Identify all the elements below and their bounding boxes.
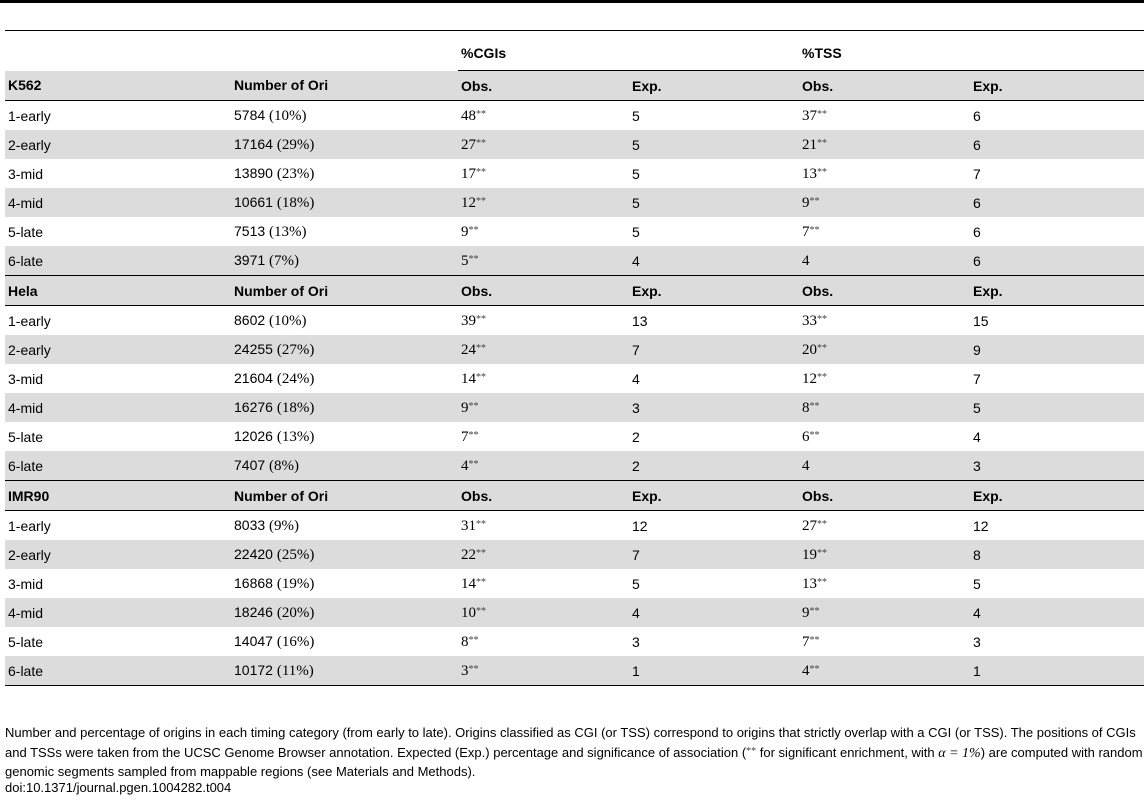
table-row [5, 598, 1144, 627]
tss-obs-cell [799, 101, 970, 131]
origin-count-cell [231, 364, 458, 393]
tss-exp-header: Exp. [970, 71, 1144, 101]
cgi-significance: ** [468, 663, 479, 675]
tss-obs-cell [799, 422, 970, 451]
cgi-obs-cell [458, 188, 629, 217]
cgi-obs-header: Obs. [458, 276, 629, 306]
tss-obs-value: 4 [802, 457, 810, 474]
cgi-exp-value: 2 [629, 451, 799, 481]
tss-obs-cell [799, 569, 970, 598]
cgi-obs-header: Obs. [458, 481, 629, 511]
table-row [5, 159, 1144, 188]
cgi-exp-value: 3 [629, 393, 799, 422]
origin-count: 14047 [234, 632, 273, 649]
cgi-obs-cell [458, 364, 629, 393]
timing-category: 1-early [8, 517, 51, 534]
tss-significance: ** [809, 224, 820, 236]
tss-exp-header: Exp. [970, 481, 1144, 511]
tss-significance: ** [817, 108, 827, 120]
tss-obs-value: 13 [802, 575, 817, 592]
cell-line-label: IMR90 [5, 481, 231, 511]
section-header-row [5, 276, 1144, 306]
cgi-exp-value: 3 [632, 633, 640, 650]
origin-count-cell [231, 569, 458, 598]
origin-percent: (10%) [269, 107, 307, 124]
tss-significance: ** [817, 342, 827, 354]
band-rule [5, 30, 1144, 31]
group-header-row [5, 36, 1144, 71]
cgi-obs-value: 10 [461, 604, 476, 621]
origin-percent: (18%) [276, 399, 315, 416]
tss-obs-value: 7 [802, 633, 810, 650]
table-row [5, 335, 1144, 364]
tss-exp-value: 4 [970, 598, 1144, 627]
tss-exp-value: 6 [973, 107, 981, 124]
cgi-obs-value: 4 [461, 457, 469, 474]
tss-exp-header: Exp. [970, 276, 1144, 306]
tss-exp-value: 12 [973, 517, 989, 534]
origin-count-cell [231, 451, 458, 481]
cgi-significance: ** [476, 547, 486, 559]
table-row [5, 130, 1144, 159]
table-body [5, 36, 1144, 686]
number-of-ori-header: Number of Ori [231, 276, 458, 306]
tss-exp-value: 9 [970, 335, 1144, 364]
cgi-exp-value: 4 [629, 246, 799, 276]
tss-obs-cell [799, 335, 970, 364]
tss-significance: ** [809, 429, 820, 441]
origin-percent: (29%) [276, 136, 315, 153]
cgi-obs-value: 31 [461, 517, 476, 534]
cgi-exp-value: 5 [629, 188, 799, 217]
origin-count: 7407 [234, 456, 266, 473]
tss-exp-value: 5 [970, 393, 1144, 422]
table-row [5, 217, 1144, 246]
origin-count-cell [231, 159, 458, 188]
cgi-significance: ** [476, 371, 486, 383]
origin-count-cell [231, 422, 458, 451]
cgi-exp-header: Exp. [629, 71, 799, 101]
cgi-obs-value: 9 [461, 399, 469, 416]
cgi-obs-cell [458, 246, 629, 276]
tss-obs-cell [799, 159, 970, 188]
cgi-significance: ** [476, 605, 486, 617]
cgi-obs-value: 39 [461, 312, 476, 329]
cgi-exp-value: 7 [629, 540, 799, 569]
cgi-obs-value: 9 [461, 223, 469, 240]
number-of-ori-header: Number of Ori [231, 71, 458, 101]
tss-exp-value: 15 [973, 312, 989, 329]
cgi-exp-value: 5 [632, 575, 640, 592]
doi-text: doi:10.1371/journal.pgen.1004282.t004 [5, 780, 232, 795]
origin-percent: (10%) [269, 312, 307, 329]
tss-obs-cell [799, 130, 970, 159]
tss-obs-value: 19 [802, 546, 817, 563]
tss-significance: ** [817, 313, 827, 325]
number-of-ori-header: Number of Ori [231, 481, 458, 511]
tss-obs-value: 27 [802, 517, 817, 534]
origin-count: 16276 [234, 398, 273, 415]
table-row [5, 393, 1144, 422]
cgi-exp-value: 4 [632, 370, 640, 387]
origin-count-cell [231, 656, 458, 686]
cgi-significance: ** [476, 108, 486, 120]
origin-count: 3971 [234, 251, 266, 268]
tss-obs-value: 9 [802, 604, 810, 621]
timing-category: 5-late [8, 633, 44, 650]
tss-obs-value: 9 [802, 194, 810, 211]
timing-category: 3-mid [8, 370, 44, 387]
tss-obs-value: 4 [802, 662, 810, 679]
timing-category: 1-early [8, 107, 51, 124]
cgi-obs-value: 7 [461, 428, 469, 445]
cgi-exp-header: Exp. [629, 276, 799, 306]
origin-count: 24255 [234, 340, 273, 357]
tss-exp-value: 3 [973, 633, 981, 650]
origin-count: 8602 [234, 311, 266, 328]
table-row [5, 422, 1144, 451]
origin-percent: (25%) [276, 546, 315, 563]
timing-category: 6-late [5, 451, 231, 481]
tss-exp-value: 1 [970, 656, 1144, 686]
cgi-significance: ** [468, 634, 479, 646]
tss-significance: ** [809, 605, 820, 617]
origin-count-cell [231, 246, 458, 276]
cgi-significance: ** [476, 576, 486, 588]
tss-obs-header: Obs. [799, 71, 970, 101]
section-header-row [5, 481, 1144, 511]
cgi-significance: ** [468, 253, 479, 265]
table-row [5, 540, 1144, 569]
tss-obs-cell [799, 217, 970, 246]
table-row [5, 451, 1144, 481]
cgi-obs-value: 14 [461, 370, 476, 387]
tss-obs-header: Obs. [799, 481, 970, 511]
tss-exp-value: 3 [970, 451, 1144, 481]
tss-obs-cell [799, 540, 970, 569]
cgi-obs-value: 8 [461, 633, 469, 650]
tss-obs-value: 12 [802, 370, 817, 387]
timing-category: 4-mid [5, 188, 231, 217]
origin-count-cell [231, 101, 458, 131]
cgi-obs-header: Obs. [458, 71, 629, 101]
cgi-exp-header: Exp. [629, 481, 799, 511]
tss-obs-value: 20 [802, 341, 817, 358]
tss-significance: ** [809, 195, 820, 207]
origin-count: 12026 [234, 427, 273, 444]
tss-exp-value: 6 [970, 130, 1144, 159]
tss-obs-cell [799, 393, 970, 422]
origin-count-cell [231, 306, 458, 336]
cgi-obs-value: 5 [461, 252, 469, 269]
table-row [5, 656, 1144, 686]
timing-category: 3-mid [8, 165, 44, 182]
tss-obs-value: 21 [802, 136, 817, 153]
tss-obs-cell [799, 188, 970, 217]
origin-count: 10661 [234, 193, 273, 210]
origin-percent: (7%) [269, 252, 300, 269]
origin-count: 10172 [234, 661, 273, 678]
cgi-significance: ** [468, 224, 479, 236]
origin-percent: (24%) [276, 370, 315, 387]
tss-significance: ** [817, 166, 827, 178]
timing-category: 2-early [5, 130, 231, 159]
cgi-obs-cell [458, 627, 629, 656]
tss-exp-value: 6 [970, 188, 1144, 217]
cgi-obs-value: 14 [461, 575, 476, 592]
cgi-significance: ** [476, 166, 486, 178]
origin-percent: (13%) [269, 223, 307, 240]
origin-percent: (19%) [276, 575, 315, 592]
cgi-obs-value: 24 [461, 341, 476, 358]
origin-count-cell [231, 598, 458, 627]
tss-obs-cell [799, 306, 970, 336]
origin-count: 7513 [234, 222, 266, 239]
alpha-value: α = 1% [938, 745, 981, 761]
origin-count: 13890 [234, 164, 273, 181]
origin-percent: (20%) [276, 604, 315, 621]
tss-significance: ** [817, 137, 827, 149]
tss-obs-cell [799, 364, 970, 393]
origin-count-cell [231, 540, 458, 569]
cgi-significance: ** [468, 429, 479, 441]
tss-exp-value: 4 [973, 428, 981, 445]
origin-count: 8033 [234, 516, 266, 533]
cgi-exp-value: 1 [629, 656, 799, 686]
cgi-obs-value: 12 [461, 194, 476, 211]
timing-category: 2-early [5, 335, 231, 364]
origin-count: 22420 [234, 545, 273, 562]
tss-significance: ** [817, 371, 827, 383]
origin-count: 18246 [234, 603, 273, 620]
timing-category: 6-late [5, 656, 231, 686]
tss-significance: ** [817, 518, 827, 530]
table-footnote: Number and percentage of origins in each timing category (from early to late). Origins classified as CGI (or TSS) correspond to origins that strictly overlap with a CGI (or TSS). The positions of CGIs and TSSs were taken from the UCSC Genome Browser annotation. Expected (Exp.) percentage and significance of association (** for significant enrichment, with α = 1%) are computed with random genomic segments sampled from mappable regions (see Materials and Methods). [5, 725, 1143, 779]
tss-obs-value: 33 [802, 312, 817, 329]
tss-significance: ** [809, 400, 820, 412]
cgi-obs-value: 3 [461, 662, 469, 679]
tss-obs-cell [799, 451, 970, 481]
timing-category: 4-mid [5, 598, 231, 627]
origin-count-cell [231, 217, 458, 246]
origin-count-cell [231, 511, 458, 541]
origin-count: 16868 [234, 574, 273, 591]
origin-count-cell [231, 335, 458, 364]
group-header-tss: %TSS [799, 36, 1144, 71]
cgi-exp-value: 7 [629, 335, 799, 364]
origin-count: 21604 [234, 369, 273, 386]
origin-percent: (27%) [276, 341, 315, 358]
significance-marker: ** [746, 745, 757, 757]
origin-percent: (9%) [269, 517, 300, 534]
cgi-obs-cell [458, 335, 629, 364]
section-header-row [5, 71, 1144, 101]
cgi-obs-cell [458, 217, 629, 246]
timing-category: 4-mid [5, 393, 231, 422]
cgi-significance: ** [476, 342, 486, 354]
cgi-obs-cell [458, 598, 629, 627]
tss-obs-cell [799, 246, 970, 276]
tss-obs-value: 6 [802, 428, 810, 445]
cgi-exp-value: 2 [632, 428, 640, 445]
table-row [5, 569, 1144, 598]
cgi-obs-value: 22 [461, 546, 476, 563]
cgi-significance: ** [476, 195, 486, 207]
origin-count: 17164 [234, 135, 273, 152]
cgi-significance: ** [476, 137, 486, 149]
cell-line-label: K562 [5, 71, 231, 101]
cgi-significance: ** [476, 518, 486, 530]
tss-obs-cell [799, 598, 970, 627]
cgi-obs-cell [458, 569, 629, 598]
origin-percent: (13%) [276, 428, 315, 445]
table-row [5, 364, 1144, 393]
cgi-obs-cell [458, 451, 629, 481]
tss-exp-value: 6 [970, 246, 1144, 276]
tss-significance: ** [809, 634, 820, 646]
origin-percent: (16%) [276, 633, 315, 650]
cell-line-label: Hela [5, 276, 231, 306]
tss-exp-value: 6 [973, 223, 981, 240]
cgi-obs-value: 27 [461, 136, 476, 153]
origin-percent: (18%) [276, 194, 315, 211]
cgi-obs-cell [458, 511, 629, 541]
tss-obs-cell [799, 511, 970, 541]
tss-obs-value: 8 [802, 399, 810, 416]
title-band [5, 3, 1144, 29]
origin-percent: (23%) [276, 165, 315, 182]
table-row [5, 246, 1144, 276]
tss-exp-value: 7 [973, 165, 981, 182]
origin-count-cell [231, 130, 458, 159]
tss-exp-value: 8 [970, 540, 1144, 569]
tss-significance: ** [817, 547, 827, 559]
cgi-obs-cell [458, 393, 629, 422]
tss-obs-value: 4 [802, 252, 810, 269]
cgi-obs-cell [458, 130, 629, 159]
origin-count: 5784 [234, 106, 266, 123]
cgi-obs-cell [458, 101, 629, 131]
timing-category: 1-early [8, 312, 51, 329]
timing-category: 2-early [5, 540, 231, 569]
tss-exp-value: 7 [973, 370, 981, 387]
table-row [5, 306, 1144, 336]
tss-significance: ** [809, 663, 820, 675]
tss-obs-value: 37 [802, 107, 817, 124]
table-row [5, 101, 1144, 131]
origin-count-cell [231, 188, 458, 217]
tss-significance: ** [817, 576, 827, 588]
timing-category: 5-late [8, 428, 44, 445]
cgi-obs-cell [458, 656, 629, 686]
cgi-obs-cell [458, 159, 629, 188]
cgi-exp-value: 13 [632, 312, 648, 329]
table-row [5, 627, 1144, 656]
origin-count-cell [231, 627, 458, 656]
tss-obs-cell [799, 627, 970, 656]
group-header-cgis: %CGIs [458, 36, 799, 71]
origins-table [5, 36, 1144, 686]
cgi-significance: ** [468, 458, 479, 470]
cgi-exp-value: 5 [632, 223, 640, 240]
timing-category: 5-late [8, 223, 44, 240]
cgi-obs-value: 17 [461, 165, 476, 182]
cgi-obs-cell [458, 540, 629, 569]
origin-percent: (8%) [269, 457, 300, 474]
cgi-obs-value: 48 [461, 107, 476, 124]
tss-obs-value: 13 [802, 165, 817, 182]
cgi-significance: ** [468, 400, 479, 412]
table-row [5, 511, 1144, 541]
tss-obs-cell [799, 656, 970, 686]
cgi-obs-cell [458, 306, 629, 336]
table-row [5, 188, 1144, 217]
tss-obs-value: 7 [802, 223, 810, 240]
timing-category: 3-mid [8, 575, 44, 592]
cgi-exp-value: 5 [629, 130, 799, 159]
cgi-exp-value: 5 [632, 165, 640, 182]
cgi-significance: ** [476, 313, 486, 325]
origin-count-cell [231, 393, 458, 422]
tss-exp-value: 5 [973, 575, 981, 592]
cgi-exp-value: 12 [632, 517, 648, 534]
origin-percent: (11%) [276, 662, 314, 679]
cgi-exp-value: 5 [632, 107, 640, 124]
cgi-exp-value: 4 [629, 598, 799, 627]
cgi-obs-cell [458, 422, 629, 451]
timing-category: 6-late [5, 246, 231, 276]
tss-obs-header: Obs. [799, 276, 970, 306]
